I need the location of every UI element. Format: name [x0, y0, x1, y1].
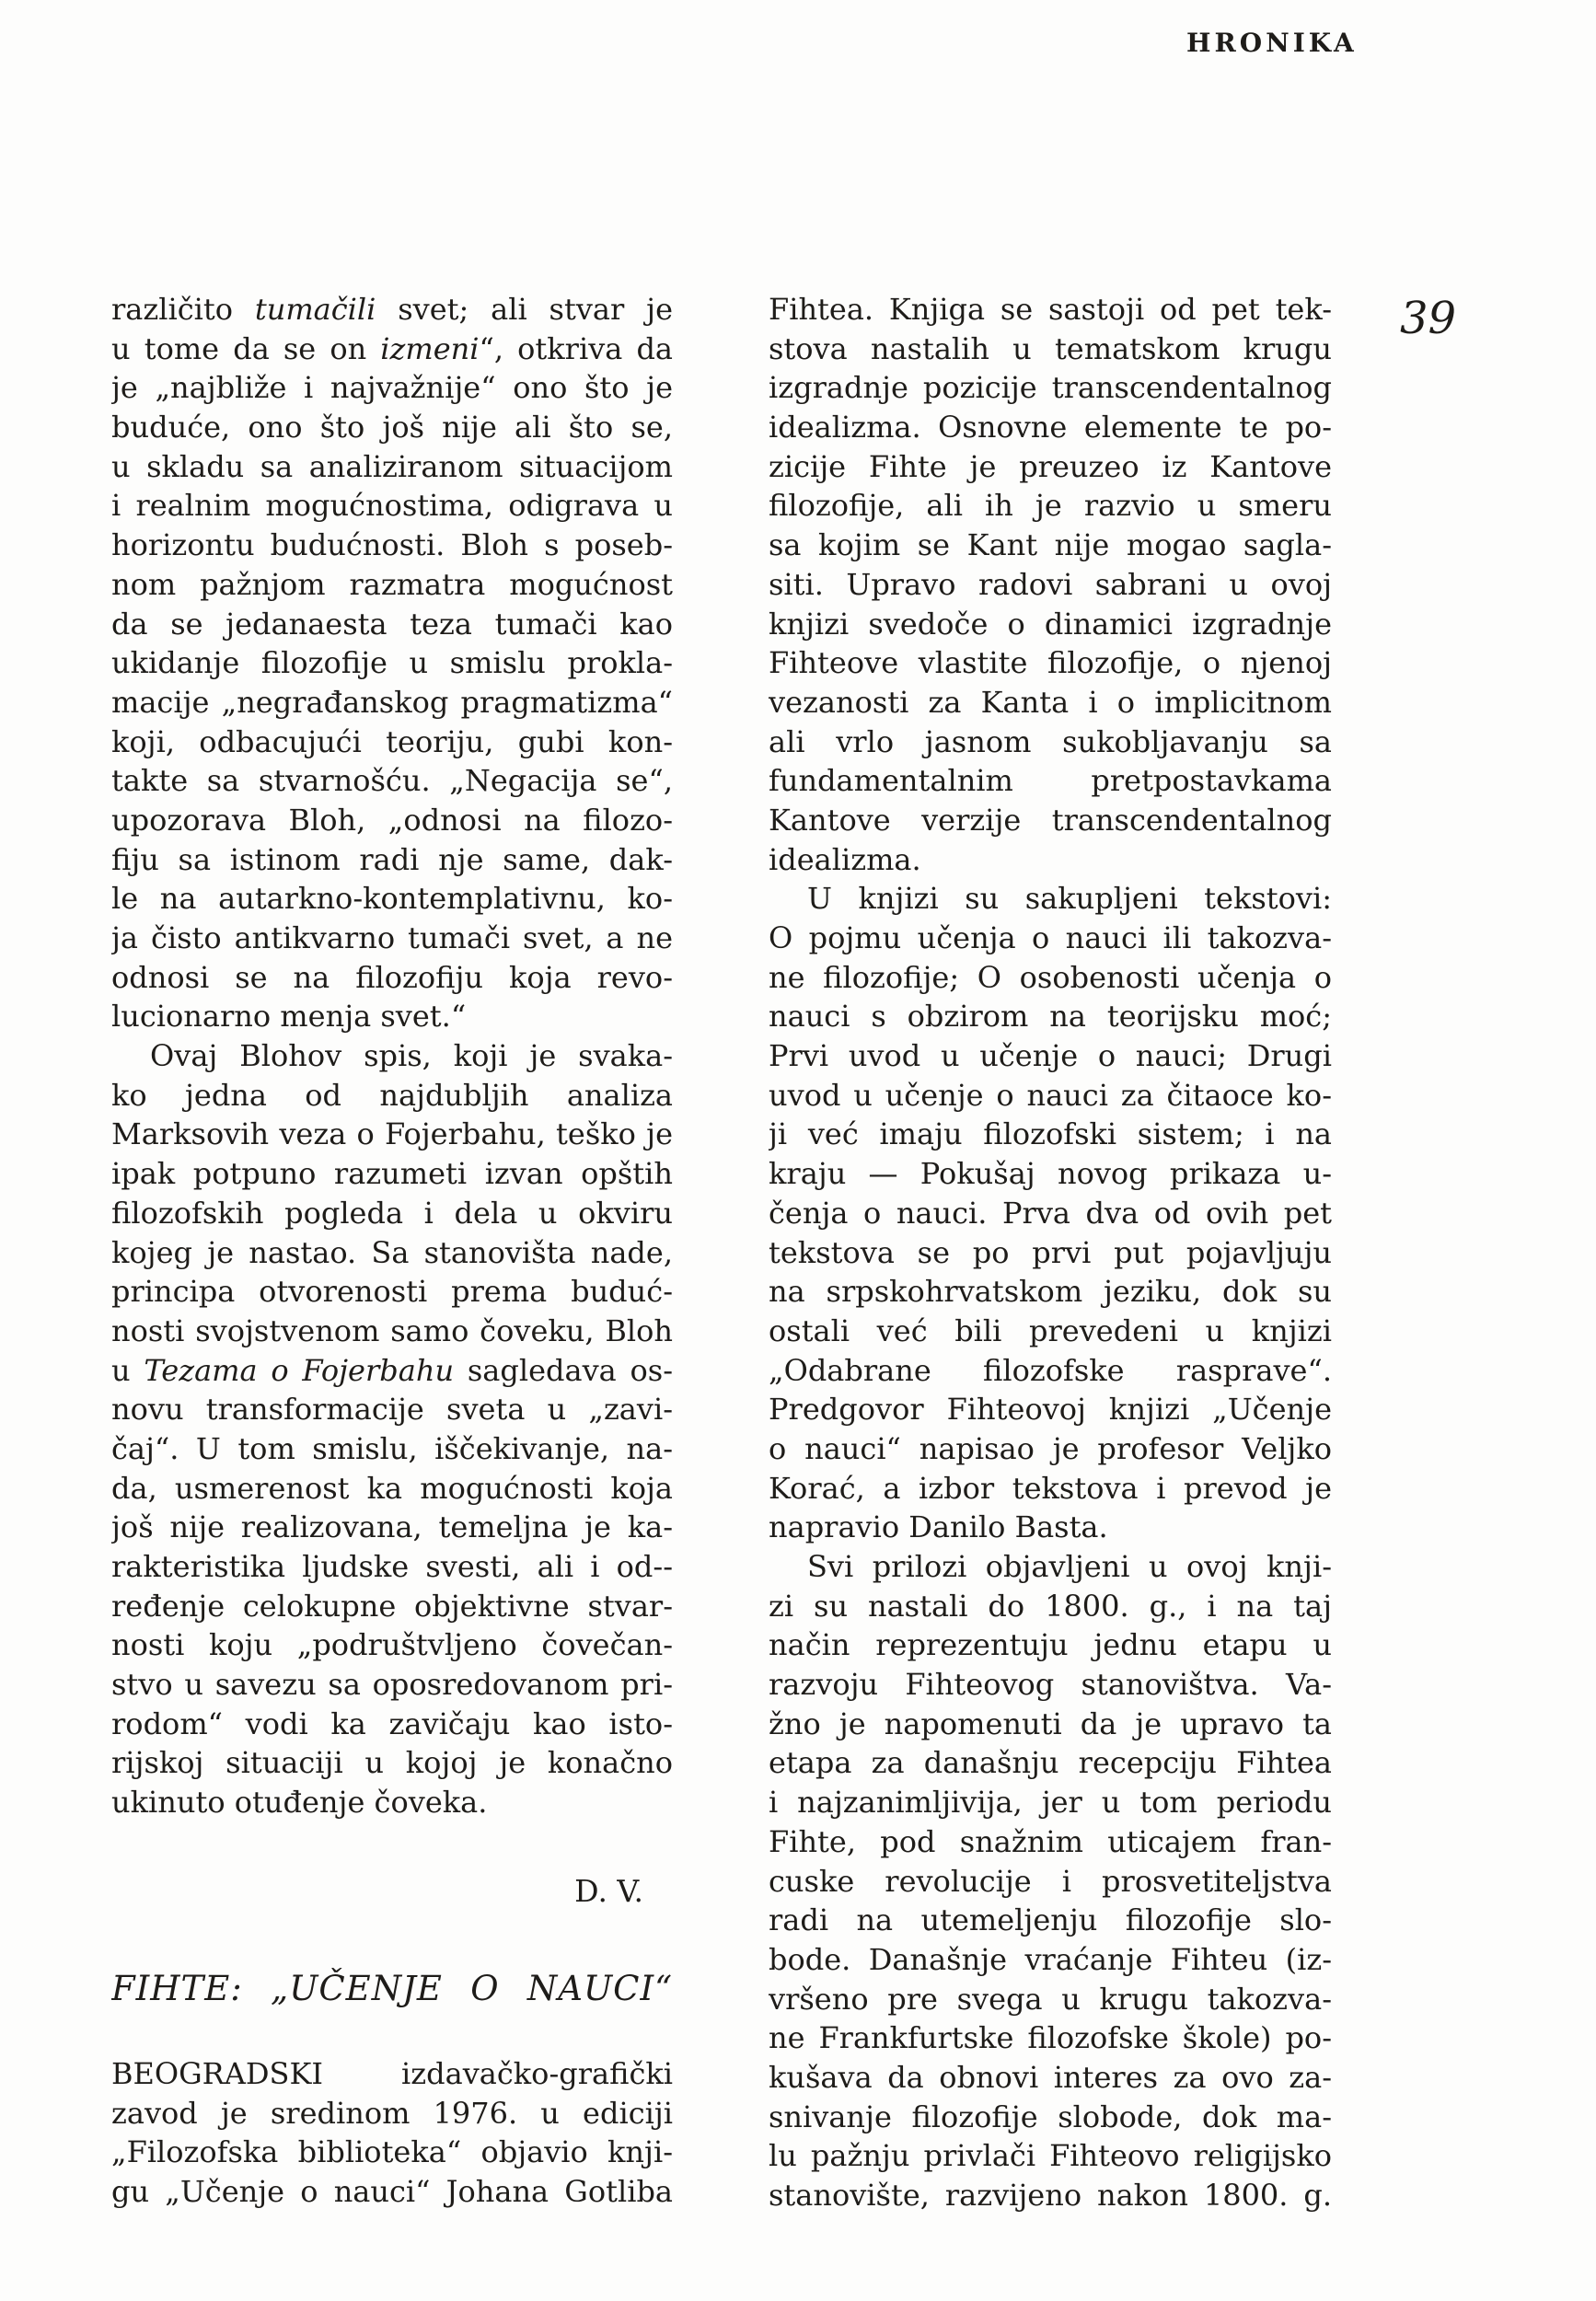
text-line: tekstova se po prvi put pojavljuju	[769, 1234, 1332, 1270]
text-line: ji već imaju filozofski sistem; i na	[769, 1116, 1332, 1152]
text-line: U knjizi su sakupljeni tekstovi:	[807, 881, 1332, 917]
text-line: kojeg je nastao. Sa stanovišta nade,	[111, 1234, 673, 1270]
text-line: rodom“ vodi ka zavičaju kao isto-	[111, 1706, 673, 1741]
section-heading: FIHTE: „UČENJE O NAUCI“	[111, 1968, 673, 2008]
text-line: ukidanje filozofije u smislu prokla-	[111, 645, 673, 681]
text-line: u Tezama o Fojerbahu sagledava os-	[111, 1352, 673, 1388]
text-line: ipak potpuno razumeti izvan opštih	[111, 1156, 673, 1192]
text-line: buduće, ono što još nije ali što se,	[111, 410, 673, 445]
text-line: nosti svojstvenom samo čoveku, Bloh	[111, 1312, 673, 1348]
text-line: različito tumačili svet; ali stvar je	[111, 292, 673, 327]
text-line: horizontu budućnosti. Bloh s poseb-	[111, 527, 673, 563]
page-number: 39	[1400, 293, 1457, 344]
text-line: vezanosti za Kanta i o implicitnom	[769, 684, 1332, 720]
text-line: „Odabrane filozofske rasprave“.	[769, 1352, 1332, 1388]
text-line: razvoju Fihteovog stanovištva. Va-	[769, 1667, 1332, 1703]
text-line: žno je napomenuti da je upravo ta	[769, 1706, 1332, 1741]
text-line: Fihte, pod snažnim uticajem fran-	[769, 1823, 1332, 1859]
text-line: ja čisto antikvarno tumači svet, a ne	[111, 920, 673, 955]
text-line: nom pažnjom razmatra mogućnost	[111, 566, 673, 602]
text-line: zicije Fihte je preuzeo iz Kantove	[769, 448, 1332, 484]
running-header: HRONIKA	[1186, 28, 1358, 58]
text-line: i najzanimljivija, jer u tom periodu	[769, 1785, 1332, 1821]
text-line: Ovaj Blohov spis, koji je svaka-	[150, 1038, 673, 1074]
text-line: novu transformacije sveta u „zavi-	[111, 1392, 673, 1428]
text-line: o nauci“ napisao je profesor Veljko	[769, 1430, 1332, 1466]
text-line: stanovište, razvijeno nakon 1800. g.	[769, 2178, 1332, 2213]
text-line: nosti koju „podruštvljeno čovečan-	[111, 1627, 673, 1663]
text-line: da se jedanaesta teza tumači kao	[111, 606, 673, 642]
text-line: i realnim mogućnostima, odigrava u	[111, 488, 673, 524]
text-line: snivanje filozofije slobode, dok ma-	[769, 2099, 1332, 2134]
text-line: bode. Današnje vraćanje Fihteu (iz-	[769, 1941, 1332, 1977]
text-line: Kantove verzije transcendentalnog	[769, 802, 1332, 838]
text-line: lucionarno menja svet.“	[111, 999, 467, 1035]
text-line: zavod je sredinom 1976. u ediciji	[111, 2095, 673, 2131]
text-line: filozofije, ali ih je razvio u smeru	[769, 488, 1332, 524]
text-line: u skladu sa analiziranom situacijom	[111, 448, 673, 484]
text-line: izgradnje pozicije transcendentalnog	[769, 370, 1332, 406]
text-line: sa kojim se Kant nije mogao sagla-	[769, 527, 1332, 563]
text-line: napravio Danilo Basta.	[769, 1509, 1108, 1545]
text-line: filozofskih pogleda i dela u okviru	[111, 1195, 673, 1231]
left-column	[111, 290, 673, 2212]
text-line: Predgovor Fihteovoj knjizi „Učenje	[769, 1392, 1332, 1428]
text-line: vršeno pre svega u krugu takozva-	[769, 1981, 1332, 2017]
text-line: etapa za današnju recepciju Fihtea	[769, 1745, 1332, 1781]
text-line: principa otvorenosti prema buduć-	[111, 1274, 673, 1310]
text-line: stvo u savezu sa oposredovanom pri-	[111, 1667, 673, 1703]
text-line: lu pažnju privlači Fihteovo religijsko	[769, 2138, 1332, 2174]
text-line: siti. Upravo radovi sabrani u ovoj	[769, 566, 1332, 602]
text-line: macije „negrađanskog pragmatizma“	[111, 684, 673, 720]
text-line: ne Frankfurtske filozofske škole) po-	[769, 2020, 1332, 2056]
text-line: Marksovih veza o Fojerbahu, teško je	[111, 1116, 673, 1152]
text-line: u tome da se on izmeni“, otkriva da	[111, 330, 673, 366]
text-line: Svi prilozi objavljeni u ovoj knji-	[807, 1549, 1332, 1584]
text-line: ko jedna od najdubljih analiza	[111, 1077, 673, 1113]
text-line: uvod u učenje o nauci za čitaoce ko-	[769, 1077, 1332, 1113]
text-line: nauci s obzirom na teorijsku moć;	[769, 999, 1332, 1035]
text-line: Prvi uvod u učenje o nauci; Drugi	[769, 1038, 1332, 1074]
text-line: odnosi se na filozofiju koja revo-	[111, 959, 673, 995]
text-line: Korać, a izbor tekstova i prevod je	[769, 1470, 1332, 1506]
text-line: takte sa stvarnošću. „Negacija se“,	[111, 763, 673, 799]
text-line: ređenje celokupne objektivne stvar-	[111, 1588, 673, 1624]
text-line: ostali već bili prevedeni u knjizi	[769, 1312, 1332, 1348]
text-line: kušava da obnovi interes za ovo za-	[769, 2059, 1332, 2095]
text-line: upozorava Bloh, „odnosi na filozo-	[111, 802, 673, 838]
text-line: radi na utemeljenju filozofije slo-	[769, 1902, 1332, 1938]
text-line: fundamentalnim pretpostavkama	[769, 763, 1332, 799]
right-column	[769, 290, 1332, 2215]
text-line: rakteristika ljudske svesti, ali i od--	[111, 1549, 673, 1584]
text-line: još nije realizovana, temeljna je ka-	[111, 1509, 673, 1545]
text-line: da, usmerenost ka mogućnosti koja	[111, 1470, 673, 1506]
text-line: idealizma.	[769, 841, 921, 877]
text-line: Fihtea. Knjiga se sastoji od pet tek-	[769, 292, 1332, 327]
text-line: ukinuto otuđenje čoveka.	[111, 1785, 488, 1821]
text-line: Fihteove vlastite filozofije, o njenoj	[769, 645, 1332, 681]
text-line: le na autarkno-kontemplativnu, ko-	[111, 881, 673, 917]
text-line: rijskoj situaciji u kojoj je konačno	[111, 1745, 673, 1781]
text-line: na srpskohrvatskom jeziku, dok su	[769, 1274, 1332, 1310]
text-line: zi su nastali do 1800. g., i na taj	[769, 1588, 1332, 1624]
text-line: čenja o nauci. Prva dva od ovih pet	[769, 1195, 1332, 1231]
text-line: stova nastalih u tematskom krugu	[769, 330, 1332, 366]
text-line: O pojmu učenja o nauci ili takozva-	[769, 920, 1332, 955]
text-line: BEOGRADSKI izdavačko-grafički	[111, 2055, 673, 2091]
text-line: fiju sa istinom radi nje same, dak-	[111, 841, 673, 877]
text-line: koji, odbacujući teoriju, gubi kon-	[111, 723, 673, 759]
text-line: način reprezentuju jednu etapu u	[769, 1627, 1332, 1663]
text-line: „Filozofska biblioteka“ objavio knji-	[111, 2134, 673, 2170]
text-line: idealizma. Osnovne elemente te po-	[769, 410, 1332, 445]
text-line: je „najbliže i najvažnije“ ono što je	[111, 370, 673, 406]
text-line: ne filozofije; O osobenosti učenja o	[769, 959, 1332, 995]
text-line: knjizi svedoče o dinamici izgradnje	[769, 606, 1332, 642]
text-line: kraju — Pokušaj novog prikaza u-	[769, 1156, 1332, 1192]
author-initials: D. V.	[574, 1872, 643, 1909]
text-line: ali vrlo jasnom sukobljavanju sa	[769, 723, 1332, 759]
text-line: gu „Učenje o nauci“ Johana Gotliba	[111, 2173, 673, 2209]
text-line: cuske revolucije i prosvetiteljstva	[769, 1863, 1332, 1899]
text-line: čaj“. U tom smislu, iščekivanje, na-	[111, 1430, 673, 1466]
